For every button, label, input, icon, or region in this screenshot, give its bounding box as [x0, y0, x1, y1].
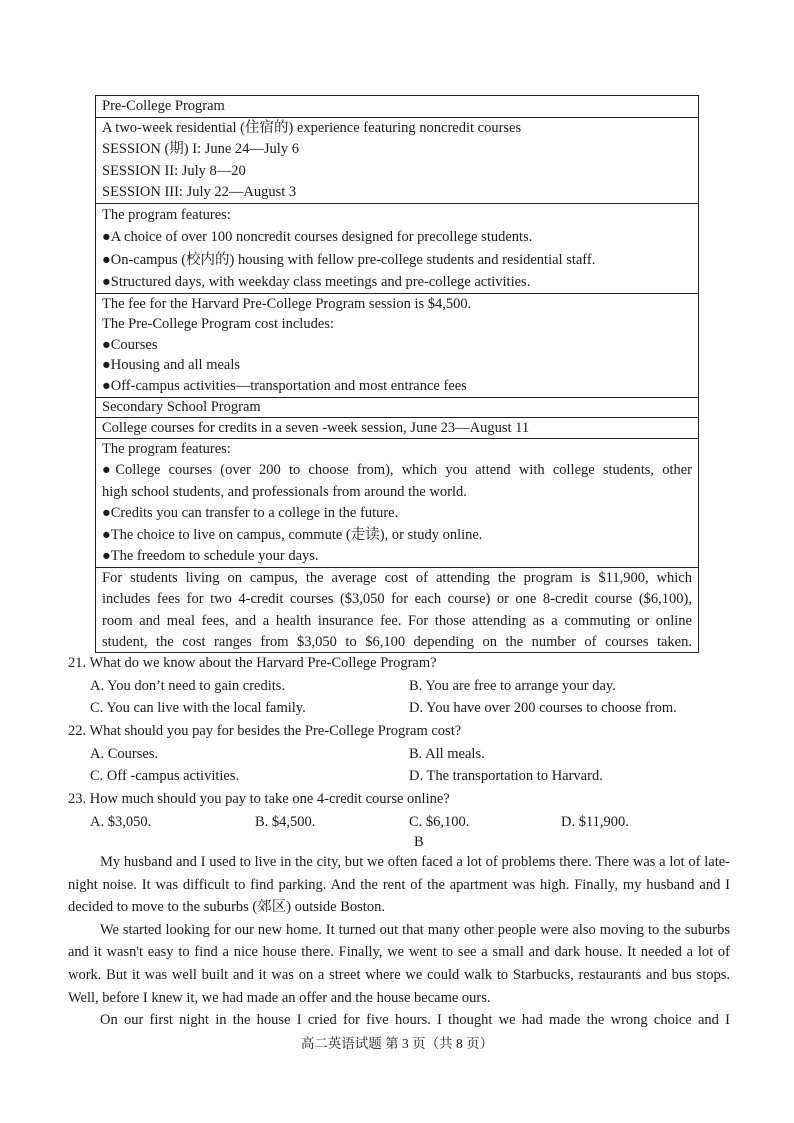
text-line: A two-week residential (住宿的) experience featuring noncredit courses: [102, 120, 522, 136]
text-line: College courses for credits in a seven -week session, June 23—August 11: [102, 420, 530, 436]
text-line: ●Housing and all meals: [102, 357, 241, 374]
text-line: ●Off-campus activities—transportation and most entrance fees: [102, 377, 467, 394]
option: B. You are free to arrange your day.: [409, 678, 616, 694]
text-line: ●The choice to live on campus, commute (走读), or study online.: [102, 526, 483, 543]
section-heading-b: B: [414, 834, 424, 850]
secondary-title-row: [96, 397, 698, 417]
text-line: ●Credits you can transfer to a college in the future.: [102, 505, 399, 522]
text-line: The program features:: [102, 441, 231, 457]
pre-college-title-row: [96, 96, 698, 117]
option: B. All meals.: [409, 746, 485, 762]
option: A. You don’t need to gain credits.: [90, 678, 286, 694]
text-line: student, the cost ranges from $3,050 to $6,100 depending on the number of courses taken.: [102, 633, 692, 650]
text-line: room and meal fees, and a health insurance fee. For those attending as a commuting or online: [102, 612, 692, 629]
option: A. $3,050.: [90, 814, 152, 830]
text-line: ●The freedom to schedule your days.: [102, 548, 319, 565]
option: D. $11,900.: [561, 814, 629, 830]
pre-college-features-row: [96, 203, 698, 293]
text-line: ●A choice of over 100 noncredit courses designed for precollege students.: [102, 229, 533, 246]
option: C. Off -campus activities.: [90, 768, 240, 784]
option: D. You have over 200 courses to choose from.: [409, 700, 677, 716]
question-22: 22. What should you pay for besides the Pre-College Program cost?: [68, 723, 462, 739]
pre-college-intro-row: [96, 117, 698, 203]
option: D. The transportation to Harvard.: [409, 768, 603, 784]
text-line: The Pre-College Program cost includes:: [102, 316, 334, 333]
pre-college-title: Pre-College Program: [102, 98, 225, 114]
passage-b: [68, 851, 730, 1032]
text-line: The fee for the Harvard Pre-College Program session is $4,500.: [102, 296, 472, 312]
pre-college-cost-row: [96, 293, 698, 397]
text-line: SESSION III: July 22—August 3: [102, 183, 297, 200]
paragraph: My husband and I used to live in the city, but we often faced a lot of problems there. There was a lot of late-night noise. It was difficult to find parking. And the rent of the apartment was high. Finally, my husband and I decided to move to the suburbs (郊区) outside Boston.: [68, 854, 730, 916]
paragraph: We started looking for our new home. It turned out that many other people were also moving to the suburbs and it wasn't easy to find a nice house there. Finally, we went to see a small and dark house. It needed a lot of work. But it was well built and it was on a street where we could walk to Starbucks, restaurants and bus stops. Well, before I knew it, we had made an offer and the house became ours.: [68, 921, 730, 1006]
secondary-cost-row: [96, 567, 698, 652]
paragraph: On our first night in the house I cried for five hours. I thought we had made the wrong choice and I: [100, 1012, 730, 1029]
question-21: 21. What do we know about the Harvard Pre-College Program?: [68, 655, 437, 671]
text-line: For students living on campus, the average cost of attending the program is $11,900, which: [102, 570, 692, 586]
text-line: ●Structured days, with weekday class meetings and pre-college activities.: [102, 273, 531, 290]
text-line: high school students, and professionals from around the world.: [102, 483, 467, 500]
text-line: SESSION (期) I: June 24—July 6: [102, 141, 299, 158]
text-line: ●On-campus (校内的) housing with fellow pre-college students and residential staff.: [102, 251, 596, 268]
option: C. $6,100.: [409, 814, 470, 830]
program-table: [95, 95, 699, 653]
text-line: SESSION II: July 8—20: [102, 162, 246, 179]
page-footer: 高二英语试题 第 3 页（共 8 页）: [300, 1036, 494, 1051]
secondary-intro-row: [96, 417, 698, 438]
question-23: 23. How much should you pay to take one 4-credit course online?: [68, 791, 450, 807]
option: A. Courses.: [90, 746, 159, 762]
text-line: ●College courses (over 200 to choose from), which you attend with college students, other: [102, 462, 692, 479]
option: C. You can live with the local family.: [90, 700, 306, 716]
secondary-title: Secondary School Program: [102, 399, 261, 415]
text-line: ●Courses: [102, 336, 158, 353]
option: B. $4,500.: [255, 814, 316, 830]
text-line: includes fees for two 4-credit courses ($3,050 for each course) or one 8-credit course ($6,100),: [102, 591, 692, 608]
secondary-features-row: [96, 438, 698, 567]
text-line: The program features:: [102, 207, 231, 223]
